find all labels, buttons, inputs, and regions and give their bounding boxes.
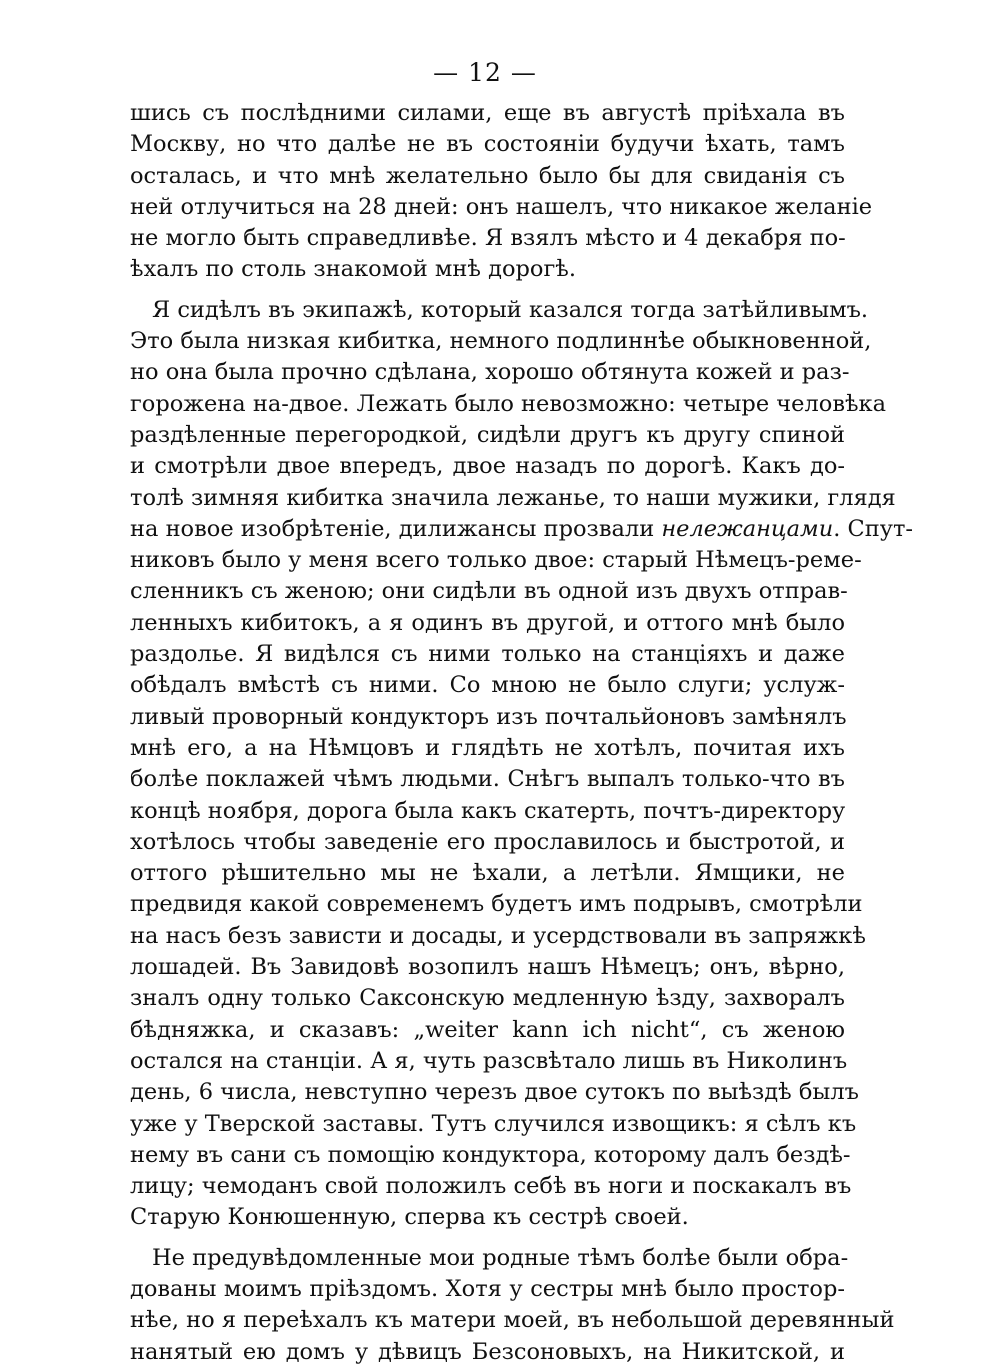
italic-word: нележанцами — [661, 515, 834, 542]
text-line: лошадей. Въ Завидовѣ возопилъ нашъ Нѣмецъ; онъ, вѣрно, — [130, 954, 845, 981]
text-line: шись съ послѣдними силами, еще въ августѣ пріѣхала въ — [130, 100, 845, 126]
paragraph-gap — [130, 1234, 845, 1243]
paragraph — [130, 1243, 895, 1368]
text-line: Это была низкая кибитка, немного подлиннѣе обыкновенной, — [130, 328, 872, 355]
text-line: зналъ одну только Саксонскую медленную ѣзду, захворалъ — [130, 985, 845, 1012]
text-line: раздѣленные перегородкой, сидѣли другъ къ другу спиной — [130, 421, 845, 448]
text-line: на насъ безъ зависти и досады, и усердствовали въ запряжкѣ — [130, 922, 866, 949]
text-line: оттого рѣшительно мы не ѣхали, а летѣли. Ямщики, не — [130, 860, 845, 887]
text-line: бѣдняжка, и сказавъ: „weiter kann ich nicht“, съ женою — [130, 1016, 845, 1043]
text-line: лицу; чемоданъ свой положилъ себѣ въ ноги и поскакалъ въ — [130, 1173, 852, 1200]
paragraph — [130, 295, 914, 1234]
paragraph — [130, 98, 873, 286]
text-line: уже у Тверской заставы. Тутъ случился извощикъ: я сѣлъ къ — [130, 1110, 857, 1137]
text-line: нѣе, но я переѣхалъ къ матери моей, въ небольшой деревянный — [130, 1307, 895, 1334]
text-line: но она была прочно сдѣлана, хорошо обтянута кожей и раз- — [130, 359, 850, 386]
text-line: обѣдалъ вмѣстѣ съ ними. Со мною не было слуги; услуж- — [130, 672, 845, 699]
text-line: не могло быть справедливѣе. Я взялъ мѣсто и 4 декабря по- — [130, 225, 846, 252]
text-line: концѣ ноября, дорога была какъ скатерть, почтъ-директору — [130, 797, 846, 824]
text-line: день, 6 числа, невступно черезъ двое сутокъ по выѣздѣ былъ — [130, 1079, 859, 1106]
text-line: Я сидѣлъ въ экипажѣ, который казался тогда затѣйливымъ. — [152, 296, 869, 323]
text-line: дованы моимъ пріѣздомъ. Хотя у сестры мнѣ было простор- — [130, 1275, 845, 1302]
text-line: сленникъ съ женою; они сидѣли въ одной изъ двухъ отправ- — [130, 578, 848, 605]
text-line: нему въ сани съ помощію кондуктора, которому далъ бездѣ- — [130, 1141, 851, 1168]
text-line: никовъ было у меня всего только двое: старый Нѣмецъ-реме- — [130, 547, 862, 574]
text-line: болѣе поклажей чѣмъ людьми. Снѣгъ выпалъ только-что въ — [130, 766, 845, 793]
text-line: и смотрѣли двое впередъ, двое назадъ по дорогѣ. Какъ до- — [130, 453, 845, 480]
text-line: Не предувѣдомленные мои родные тѣмъ болѣе были обра- — [152, 1244, 849, 1271]
text-line: на новое изобрѣтеніе, дилижансы прозвали нележанцами. Спут- — [130, 515, 914, 542]
text-line: ленныхъ кибитокъ, а я одинъ въ другой, и оттого мнѣ было — [130, 609, 845, 636]
text-line: нанятый ею домъ у дѣвицъ Безсоновыхъ, на Никитской, и — [130, 1338, 845, 1365]
text-line: толѣ зимняя кибитка значила лежанье, то наши мужики, глядя — [130, 484, 896, 511]
text-line: ней отлучиться на 28 дней: онъ нашелъ, что никакое желаніе — [130, 193, 873, 220]
text-line: ливый проворный кондукторъ изъ почтальйоновъ замѣнялъ — [130, 703, 847, 730]
text-line: предвидя какой современемъ будетъ имъ подрывъ, смотрѣли — [130, 891, 863, 918]
page-number: — 12 — — [433, 58, 537, 87]
text-line: остался на станціи. А я, чуть разсвѣтало лишь въ Николинъ — [130, 1047, 848, 1074]
text-line: хотѣлось чтобы заведеніе его прославилось и быстротой, и — [130, 828, 845, 855]
text-line: Москву, но что далѣе не въ состояніи будучи ѣхать, тамъ — [130, 131, 845, 158]
body-text — [130, 98, 914, 1368]
paragraph-gap — [130, 286, 845, 295]
text-line: осталась, и что мнѣ желательно было бы для свиданія съ — [130, 162, 845, 189]
text-line: раздолье. Я видѣлся съ ними только на станціяхъ и даже — [130, 641, 845, 668]
text-line: Старую Конюшенную, сперва къ сестрѣ своей. — [130, 1204, 689, 1231]
text-line: ѣхалъ по столь знакомой мнѣ дорогѣ. — [130, 256, 576, 283]
text-line: горожена на-двое. Лежать было невозможно: четыре человѣка — [130, 390, 887, 417]
text-line: мнѣ его, а на Нѣмцовъ и глядѣть не хотѣлъ, почитая ихъ — [130, 734, 845, 761]
